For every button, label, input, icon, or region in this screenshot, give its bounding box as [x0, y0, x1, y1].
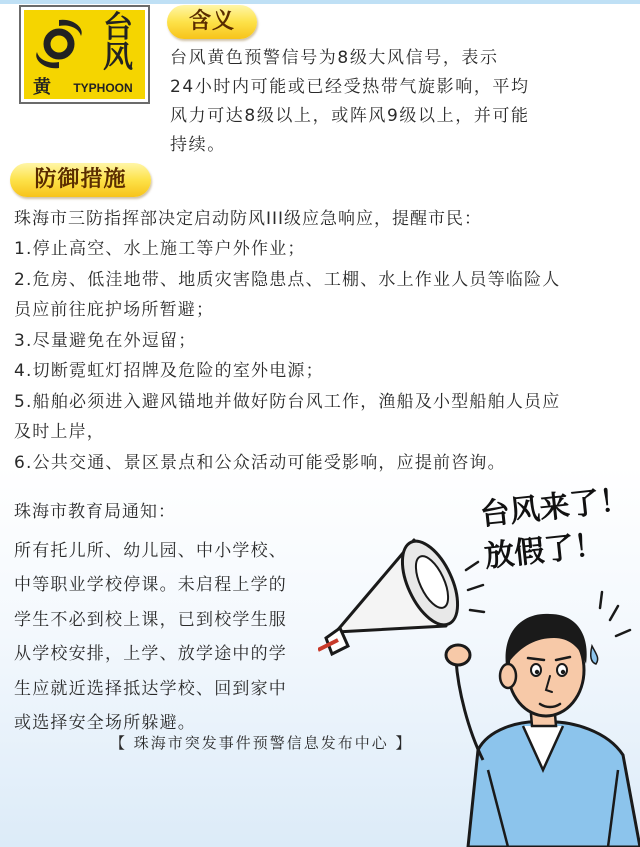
meaning-line: 持续。 — [170, 135, 226, 155]
measure-line: 3.尽量避免在外逗留； — [14, 330, 197, 351]
measure-line: 5.船舶必须进入避风锚地并做好防台风工作，渔船及小型船舶人员应 — [14, 391, 561, 412]
education-line: 生应就近选择抵达学校、回到家中 — [14, 678, 287, 699]
measure-line: 及时上岸， — [14, 422, 105, 442]
measure-line: 2.危房、低洼地带、地质灾害隐患点、工棚、水上作业人员等临险人 — [14, 269, 561, 290]
speech-line: 放假了！ — [482, 527, 606, 575]
man-illustration — [446, 592, 640, 847]
meaning-line: 台风黄色预警信号为8级大风信号，表示 — [170, 48, 499, 68]
speech-line: 台风来了！ — [478, 482, 632, 533]
measure-line: 6.公共交通、景区景点和公众活动可能受影响，应提前咨询。 — [14, 452, 506, 473]
education-line: 所有托儿所、幼儿园、中小学校、 — [14, 541, 287, 561]
megaphone-icon — [318, 533, 484, 654]
measure-item — [14, 387, 626, 448]
education-notice-title: 珠海市教育局通知： — [14, 502, 176, 522]
sign-char-feng: 风 — [103, 40, 133, 75]
sign-char-tai: 台 — [103, 10, 133, 45]
measure-item — [14, 326, 626, 357]
education-line: 学生不必到校上课，已到校学生服 — [14, 609, 287, 630]
measures-intro: 珠海市三防指挥部决定启动防风III级应急响应，提醒市民： — [14, 209, 483, 229]
sign-english-label: TYPHOON — [73, 81, 133, 95]
typhoon-yellow-warning-sign — [19, 5, 150, 104]
measure-line: 1.停止高空、水上施工等户外作业； — [14, 239, 306, 259]
measures-list — [14, 234, 626, 478]
measure-item — [14, 234, 626, 265]
meaning-text — [170, 44, 610, 160]
education-line: 中等职业学校停课。未启程上学的 — [14, 575, 287, 596]
measures-heading: 防御措施 — [10, 163, 151, 197]
top-stripe — [0, 0, 640, 4]
speech-text — [478, 478, 640, 578]
education-line: 或选择安全场所躲避。 — [14, 713, 196, 734]
measure-line: 员应前往庇护场所暂避； — [14, 300, 215, 320]
meaning-heading: 含义 — [167, 5, 257, 39]
sign-level-yellow: 黄 — [33, 77, 51, 98]
measure-item — [14, 356, 626, 387]
meaning-line: 风力可达8级以上，或阵风9级以上，并可能 — [170, 106, 530, 126]
measure-item — [14, 265, 626, 326]
measure-line: 4.切断霓虹灯招牌及危险的室外电源； — [14, 361, 324, 381]
education-line: 从学校安排，上学、放学途中的学 — [14, 644, 287, 665]
typhoon-symbol-icon — [29, 14, 89, 74]
education-notice-body — [14, 534, 330, 740]
source-attribution: 【 珠海市突发事件预警信息发布中心 】 — [110, 734, 413, 752]
meaning-line: 24小时内可能或已经受热带气旋影响，平均 — [170, 77, 530, 97]
